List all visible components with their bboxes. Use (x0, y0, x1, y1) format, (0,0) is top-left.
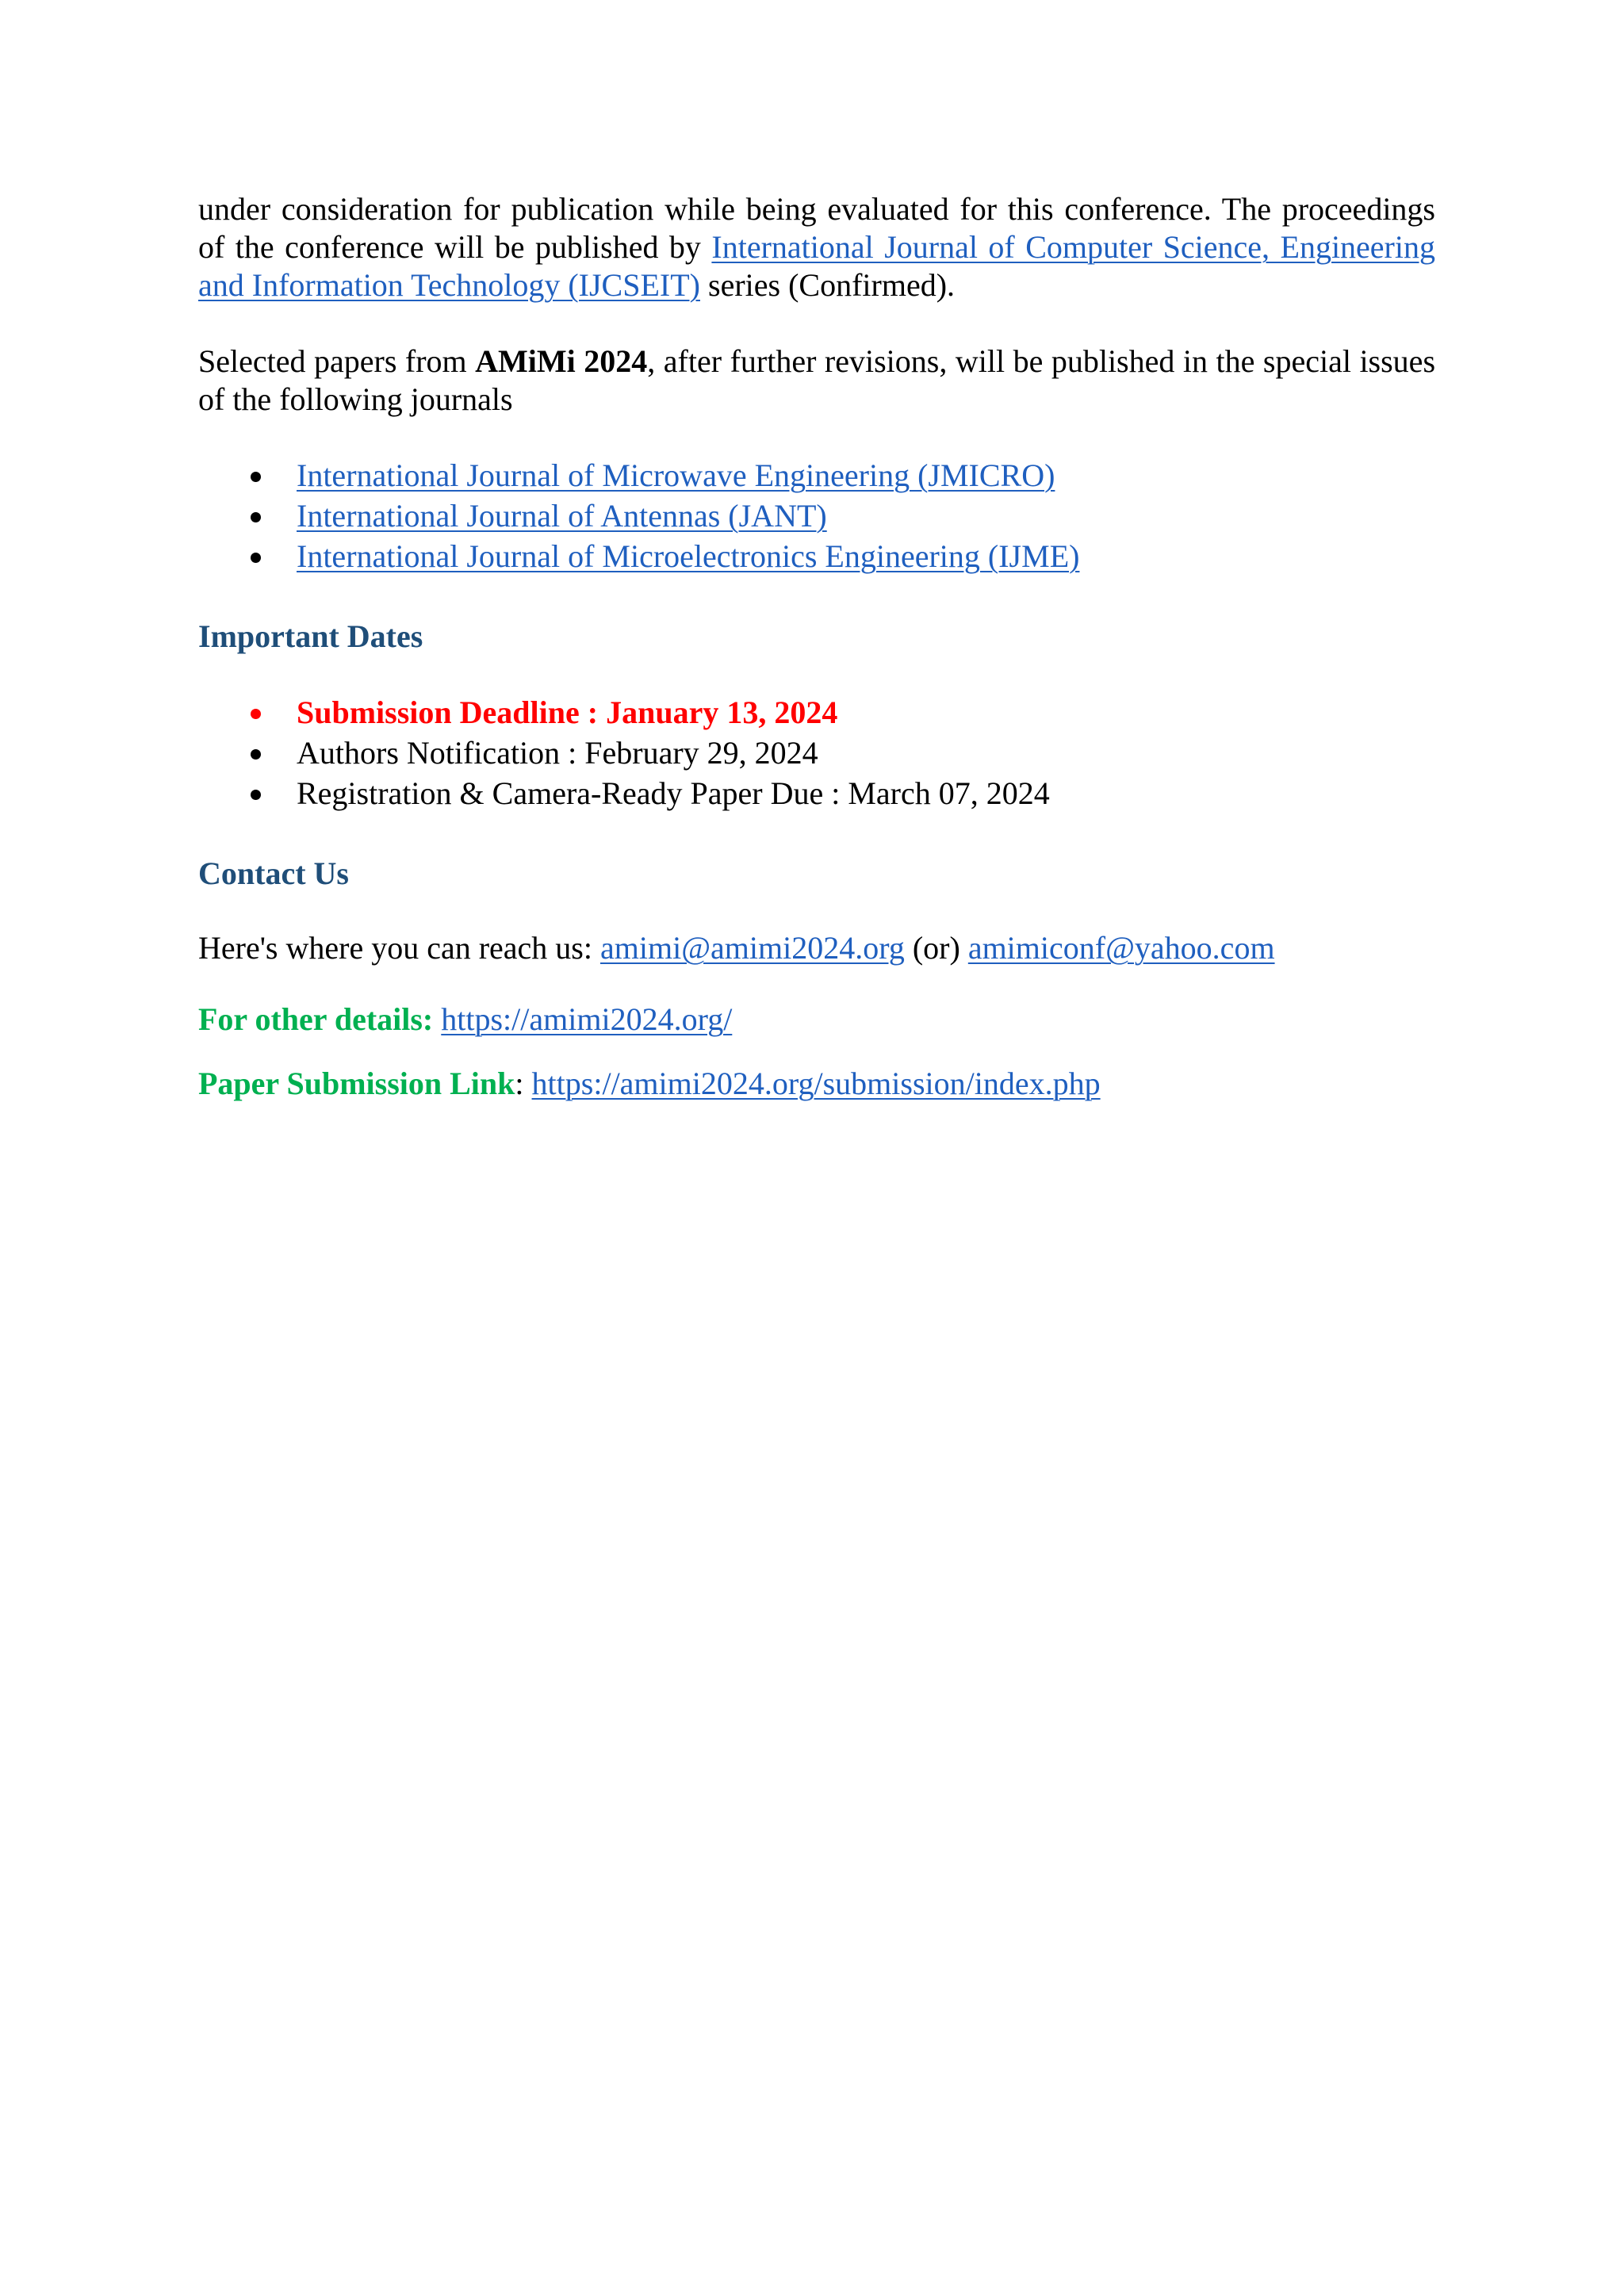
intro-text: under consideration for publication while being evaluated for this conference. The proceedings of the conference will be published by (198, 191, 1435, 265)
registration-due: Registration & Camera-Ready Paper Due : March 07, 2024 (297, 775, 1050, 811)
dates-list (198, 694, 1435, 815)
jant-link[interactable]: International Journal of Antennas (JANT) (297, 498, 827, 534)
contact-paragraph (198, 929, 1435, 967)
bullet-icon (251, 709, 261, 719)
submission-deadline: Submission Deadline : January 13, 2024 (297, 695, 838, 730)
email-link-primary[interactable]: amimi@amimi2024.org (599, 930, 905, 966)
list-item (198, 734, 1435, 775)
other-details-paragraph (198, 1001, 1435, 1039)
list-item (198, 694, 1435, 734)
bullet-icon (251, 553, 261, 563)
ijme-link[interactable]: International Journal of Microelectronics Engineering (IJME) (297, 538, 1080, 574)
important-dates-heading: Important Dates (198, 618, 423, 654)
intro-paragraph (198, 190, 1435, 304)
submission-link[interactable]: https://amimi2024.org/submission/index.php (531, 1066, 1101, 1101)
email-link-secondary[interactable]: amimiconf@yahoo.com (967, 930, 1275, 966)
list-item (198, 457, 1435, 497)
contact-heading: Contact Us (198, 855, 349, 891)
submission-label: Paper Submission Link (198, 1066, 515, 1101)
intro-text-end: series (Confirmed). (700, 267, 956, 303)
selected-text: Selected papers from (198, 343, 476, 379)
bullet-icon (251, 512, 261, 522)
list-item (198, 538, 1435, 578)
jmicro-link[interactable]: International Journal of Microwave Engineering (JMICRO) (297, 457, 1055, 493)
list-item (198, 497, 1435, 538)
selected-papers-paragraph (198, 342, 1435, 419)
bullet-icon (251, 472, 261, 482)
website-link[interactable]: https://amimi2024.org/ (441, 1001, 733, 1037)
authors-notification: Authors Notification : February 29, 2024 (297, 735, 818, 771)
submission-paragraph (198, 1065, 1435, 1103)
bullet-icon (251, 790, 261, 800)
document-page (198, 190, 1435, 1103)
submission-separator: : (515, 1066, 532, 1101)
conference-name: AMiMi 2024 (475, 343, 648, 379)
or-text: (or) (904, 930, 968, 966)
list-item (198, 775, 1435, 815)
ijcseit-link[interactable]: International Journal of Computer Science, Engineering and Information Technology (IJCSEIT) (198, 229, 1435, 303)
other-details-label: For other details: (198, 1001, 434, 1037)
bullet-icon (251, 749, 261, 760)
contact-text: Here's where you can reach us: (198, 930, 600, 966)
selected-text-end: , after further revisions, will be published in the special issues of the following journals (198, 343, 1436, 417)
journal-list (198, 457, 1435, 578)
